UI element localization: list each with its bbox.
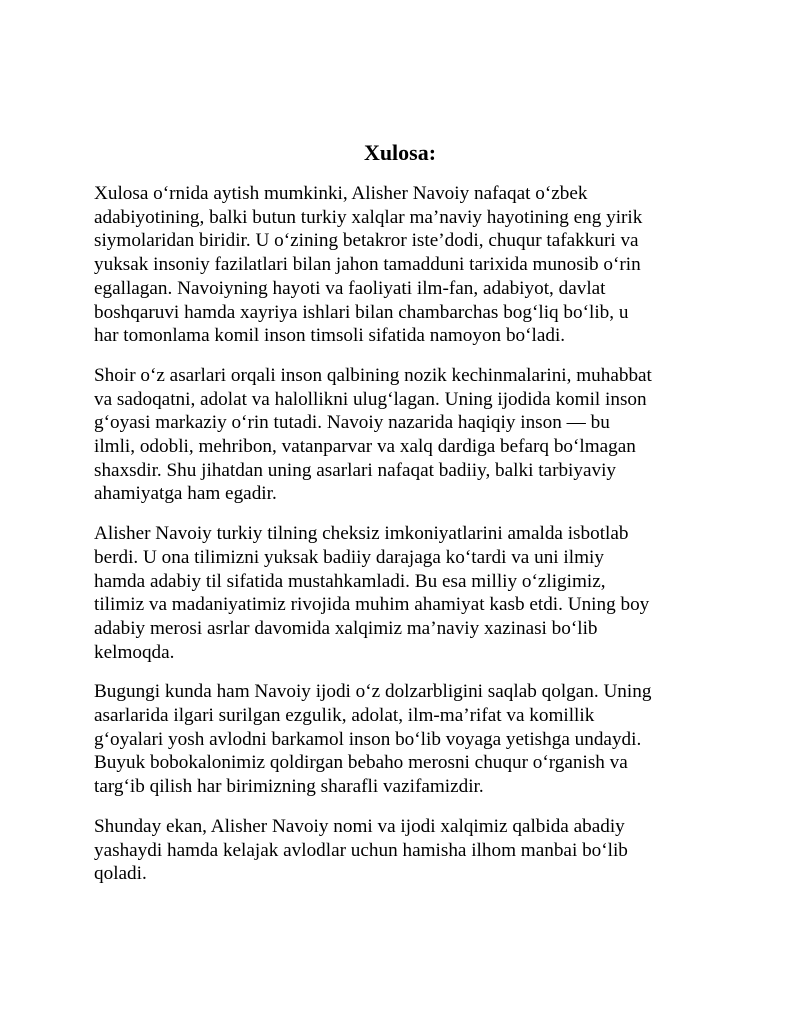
document-body <box>94 182 714 902</box>
paragraph-5: Shunday ekan, Alisher Navoiy nomi va ijodi xalqimiz qalbida abadiy yashaydi hamda kelajak avlodlar uchun hamisha ilhom manbai bo‘lib qoladi. <box>94 815 628 885</box>
paragraph-3: Alisher Navoiy turkiy tilning cheksiz imkoniyatlarini amalda isbotlab berdi. U ona tilimizni yuksak badiiy darajaga ko‘tardi va uni ilmiy hamda adabiy til sifatida mustahkamladi. Bu esa milliy o‘zligimiz, tilimiz va madaniyatimiz rivojida muhim ahamiyat kasb etdi. Uning boy adabiy merosi asrlar davomida xalqimiz ma’naviy xazinasi bo‘lib kelmoqda. <box>94 523 650 663</box>
paragraph-2: Shoir o‘z asarlari orqali inson qalbining nozik kechinmalarini, muhabbat va sadoqatni, adolat va halollikni ulug‘lagan. Uning ijodida komil inson g‘oyasi markaziy o‘rin tutadi. Navoiy nazarida haqiqiy inson — bu ilmli, odobli, mehribon, vatanparvar va xalq dardiga befarq bo‘lmagan shaxsdir. Shu jihatdan uning asarlari nafaqat badiiy, balki tarbiyaviy ahamiyatga ham egadir. <box>94 364 652 505</box>
paragraph-1: Xulosa o‘rnida aytish mumkinki, Alisher Navoiy nafaqat o‘zbek adabiyotining, balki butun turkiy xalqlar ma’naviy hayotining eng yirik siymolaridan biridir. U o‘zining betakror iste’dodi, chuqur tafakkuri va yuksak insoniy fazilatlari bilan jahon tamadduni tarixida munosib o‘rin egallagan. Navoiyning hayoti va faoliyati ilm-fan, adabiyot, davlat boshqaruvi hamda xayriya ishlari bilan chambarchas bog‘liq bo‘lib, u har tomonlama komil inson timsoli sifatida namoyon bo‘ladi. <box>94 183 643 347</box>
paragraph-4: Bugungi kunda ham Navoiy ijodi o‘z dolzarbligini saqlab qolgan. Uning asarlarida ilgari surilgan ezgulik, adolat, ilm-ma’rifat va komillik g‘oyalari yosh avlodni barkamol inson bo‘lib voyaga yetishga undaydi. Buyuk bobokalonimiz qoldirgan bebaho merosni chuqur o‘rganish va targ‘ib qilish har birimizning sharafli vazifamizdir. <box>94 681 652 798</box>
document-title: Xulosa: <box>363 140 437 165</box>
